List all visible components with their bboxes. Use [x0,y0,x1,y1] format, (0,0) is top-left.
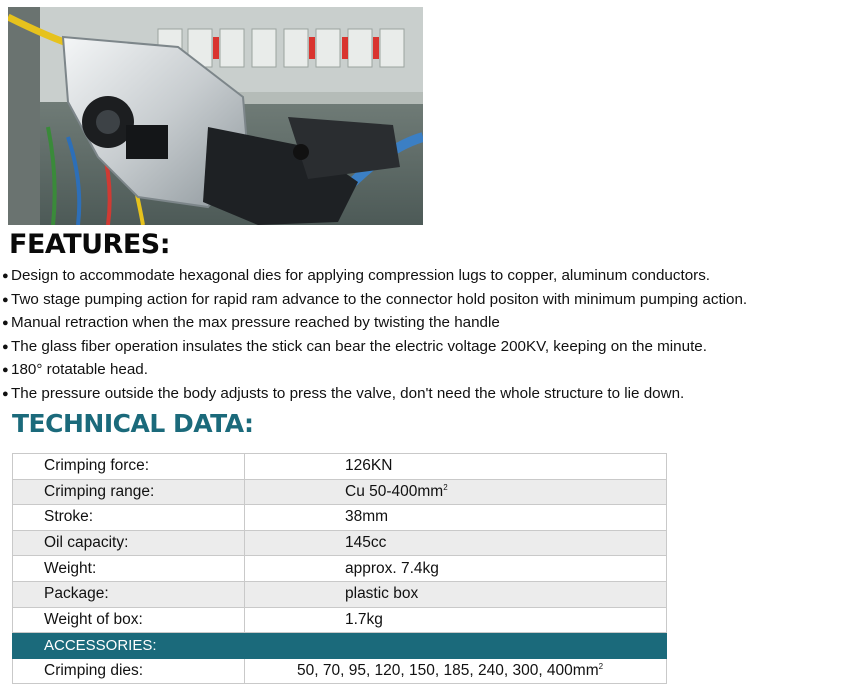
bullet-icon: ● [2,340,9,353]
spec-label: Crimping range: [13,479,245,505]
feature-text: Design to accommodate hexagonal dies for applying compression lugs to copper, aluminum conductors. [11,267,711,284]
feature-text: The pressure outside the body adjusts to press the valve, don't need the whole structure to lie down. [11,384,685,402]
table-row [13,454,667,480]
spec-value: 50, 70, 95, 120, 150, 185, 240, 300, 400mm [297,662,599,680]
superscript: 2 [598,662,604,672]
spec-value: 145cc [245,530,667,556]
technical-data-table [12,453,667,684]
spec-value-cell [245,658,667,684]
table-row [13,530,667,556]
bullet-icon: ● [2,293,9,306]
spec-label: Weight: [13,556,245,582]
spec-label: Crimping dies: [13,658,245,684]
spec-value: 126KN [245,454,667,480]
spec-value: plastic box [245,581,667,607]
list-item [2,264,747,288]
table-row [13,607,667,633]
feature-text: Manual retraction when the max pressure reached by twisting the handle [11,314,500,332]
table-row [13,658,667,684]
technical-data-heading: TECHNICAL DATA: [12,409,254,438]
spec-label: Oil capacity: [13,530,245,556]
feature-text: 180° rotatable head. [11,361,148,379]
features-list [2,264,747,406]
spec-label: Stroke: [13,505,245,531]
spec-value-cell [245,479,667,505]
spec-label: Crimping force: [13,454,245,480]
table-row [13,479,667,505]
spec-value: 1.7kg [245,607,667,633]
feature-text: Two stage pumping action for rapid ram advance to the connector hold positon with minimum pumping action. [11,290,748,308]
spec-value: 38mm [245,505,667,531]
list-item [2,382,747,406]
bullet-icon: ● [2,387,9,400]
feature-text: The glass fiber operation insulates the stick can bear the electric voltage 200KV, keeping on the minute. [11,337,707,355]
table-row [13,581,667,607]
superscript: 2 [443,482,448,492]
list-item [2,358,747,382]
bullet-icon: ● [2,364,9,377]
spec-label: Weight of box: [13,607,245,633]
bullet-icon: ● [2,270,9,282]
accessories-header-row [13,633,667,659]
list-item [2,288,747,312]
list-item [2,311,747,335]
spec-value: approx. 7.4kg [245,556,667,582]
spec-label: Package: [13,581,245,607]
product-photo [8,7,423,225]
table-row [13,505,667,531]
spec-value: Cu 50-400mm [345,482,444,500]
features-heading: FEATURES: [9,229,171,260]
bullet-icon: ● [2,317,9,330]
hydraulic-crimping-tool-photo [8,7,423,225]
table-row [13,556,667,582]
list-item [2,335,747,359]
accessories-label: ACCESSORIES: [13,633,667,659]
